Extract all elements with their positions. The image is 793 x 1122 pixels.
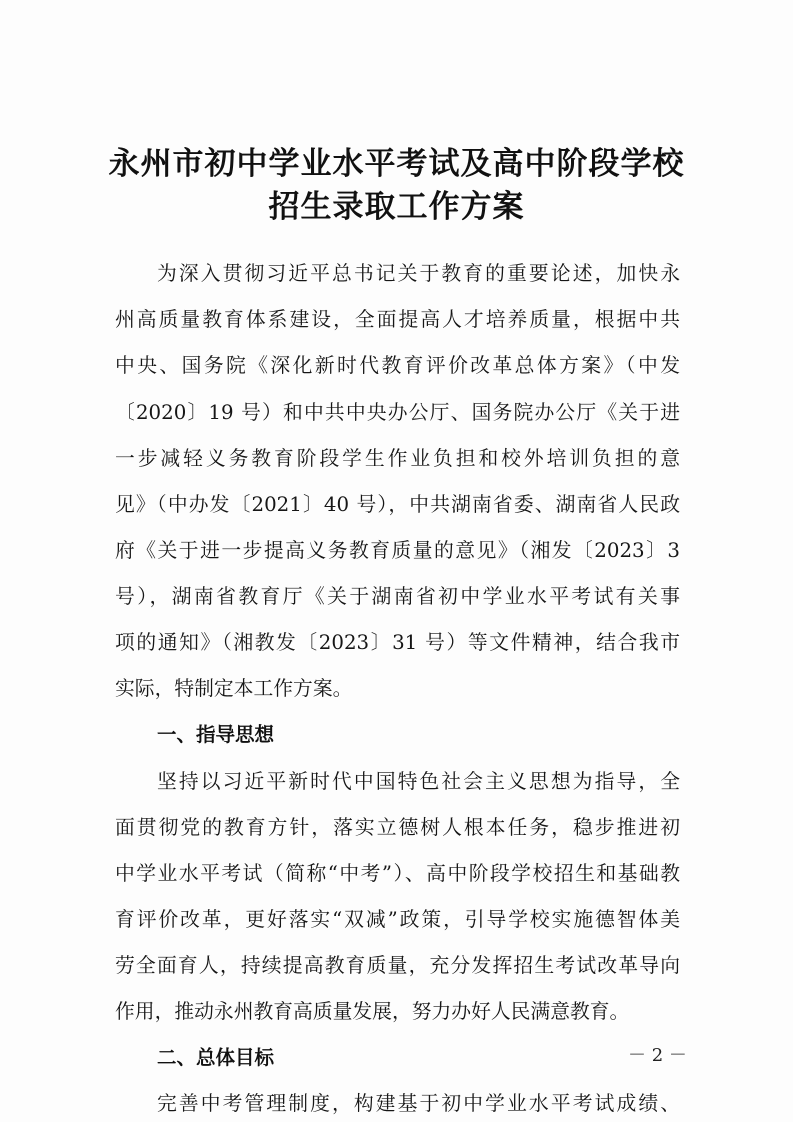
intro-paragraph-line: 项的通知》（湘教发〔2023〕31 号）等文件精神，结合我市 bbox=[115, 631, 680, 654]
intro-paragraph-line: 一步减轻义务教育阶段学生作业负担和校外培训负担的意 bbox=[115, 447, 680, 470]
intro-paragraph-line: 为深入贯彻习近平总书记关于教育的重要论述，加快永 bbox=[157, 262, 680, 285]
section1-paragraph-line: 劳全面育人，持续提高教育质量，充分发挥招生考试改革导向 bbox=[115, 954, 680, 977]
section-heading-overall-goals: 二、总体目标 bbox=[157, 1046, 275, 1069]
document-title-line-2: 招生录取工作方案 bbox=[268, 189, 525, 225]
intro-paragraph-line: 州高质量教育体系建设，全面提高人才培养质量，根据中共 bbox=[115, 308, 680, 331]
section1-paragraph-line: 中学业水平考试（简称“中考”）、高中阶段学校招生和基础教 bbox=[115, 862, 680, 885]
page-number: － 2 － bbox=[628, 1045, 687, 1066]
intro-paragraph-line: 号），湖南省教育厅《关于湖南省初中学业水平考试有关事 bbox=[115, 585, 680, 608]
intro-paragraph-line: 中央、国务院《深化新时代教育评价改革总体方案》（中发 bbox=[115, 354, 680, 377]
document-title-line-1: 永州市初中学业水平考试及高中阶段学校 bbox=[108, 146, 685, 182]
section1-paragraph-line: 育评价改革，更好落实“双减”政策，引导学校实施德智体美 bbox=[115, 908, 680, 931]
section1-paragraph-line: 面贯彻党的教育方针，落实立德树人根本任务，稳步推进初 bbox=[115, 816, 680, 839]
section1-paragraph-line: 作用，推动永州教育高质量发展，努力办好人民满意教育。 bbox=[115, 1000, 630, 1023]
section1-paragraph-line: 坚持以习近平新时代中国特色社会主义思想为指导，全 bbox=[157, 770, 680, 793]
intro-paragraph-line: 〔2020〕19 号）和中共中央办公厅、国务院办公厅《关于进 bbox=[115, 401, 680, 424]
section-heading-guiding-ideology: 一、指导思想 bbox=[157, 723, 275, 746]
intro-paragraph-line: 实际，特制定本工作方案。 bbox=[115, 677, 353, 700]
intro-paragraph-line: 府《关于进一步提高义务教育质量的意见》（湘发〔2023〕3 bbox=[115, 539, 680, 562]
intro-paragraph-line: 见》（中办发〔2021〕40 号），中共湖南省委、湖南省人民政 bbox=[115, 493, 680, 516]
section2-paragraph-line: 完善中考管理制度，构建基于初中学业水平考试成绩、 bbox=[157, 1092, 680, 1115]
